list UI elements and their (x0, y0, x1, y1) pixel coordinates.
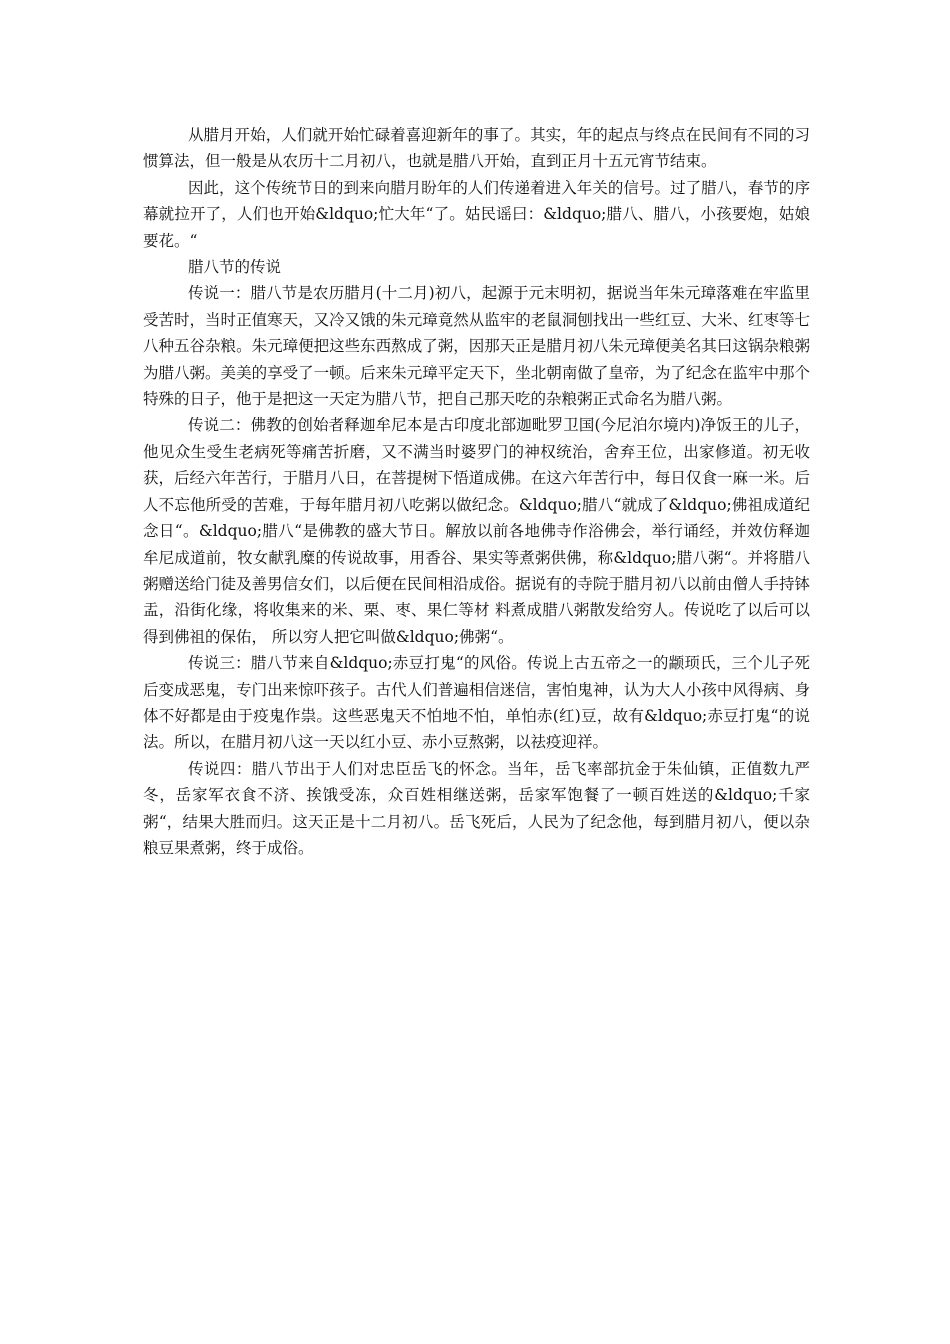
document-body (143, 122, 810, 861)
paragraph-legend-two: 传说二：佛教的创始者释迦牟尼本是古印度北部迦毗罗卫国(今尼泊尔境内)净饭王的儿子，他见众生受生老病死等痛苦折磨，又不满当时婆罗门的神权统治，舍弃王位，出家修道。初无收获，后经六年苦行，于腊月八日，在菩提树下悟道成佛。在这六年苦行中，每日仅食一麻一米。后人不忘他所受的苦难，于每年腊月初八吃粥以做纪念。&ldquo;腊八“就成了&ldquo;佛祖成道纪念日“。&ldquo;腊八“是佛教的盛大节日。解放以前各地佛寺作浴佛会，举行诵经，并效仿释迦牟尼成道前，牧女献乳糜的传说故事，用香谷、果实等煮粥供佛，称&ldquo;腊八粥“。并将腊八粥赠送给门徒及善男信女们，以后便在民间相沿成俗。据说有的寺院于腊月初八以前由僧人手持钵盂，沿街化缘，将收集来的米、栗、枣、果仁等材 料煮成腊八粥散发给穷人。传说吃了以后可以得到佛祖的保佑， 所以穷人把它叫做&ldquo;佛粥“。 (143, 416, 810, 646)
paragraph-signal: 因此，这个传统节日的到来向腊月盼年的人们传递着进入年关的信号。过了腊八，春节的序幕就拉开了，人们也开始&ldquo;忙大年“了。姑民谣曰：&ldquo;腊八、腊八，小孩要炮，姑娘要花。“ (143, 178, 810, 250)
paragraph-legend-three: 传说三：腊八节来自&ldquo;赤豆打鬼“的风俗。传说上古五帝之一的颛顼氏，三个儿子死后变成恶鬼，专门出来惊吓孩子。古代人们普遍相信迷信，害怕鬼神，认为大人小孩中风得病、身体不好都是由于疫鬼作祟。这些恶鬼天不怕地不怕，单怕赤(红)豆，故有&ldquo;赤豆打鬼“的说法。所以，在腊月初八这一天以红小豆、赤小豆熬粥，以祛疫迎祥。 (143, 654, 810, 752)
paragraph-legend-one: 传说一：腊八节是农历腊月(十二月)初八，起源于元末明初，据说当年朱元璋落难在牢监里受苦时，当时正值寒天，又冷又饿的朱元璋竟然从监牢的老鼠洞刨找出一些红豆、大米、红枣等七八种五谷杂粮。朱元璋便把这些东西熬成了粥，因那天正是腊月初八朱元璋便美名其曰这锅杂粮粥为腊八粥。美美的享受了一顿。后来朱元璋平定天下，坐北朝南做了皇帝，为了纪念在监牢中那个特殊的日子，他于是把这一天定为腊八节，把自己那天吃的杂粮粥正式命名为腊八粥。 (143, 284, 810, 409)
paragraph-intro: 从腊月开始，人们就开始忙碌着喜迎新年的事了。其实，年的起点与终点在民间有不同的习惯算法，但一般是从农历十二月初八，也就是腊八开始，直到正月十五元宵节结束。 (143, 126, 810, 171)
section-heading: 腊八节的传说 (187, 258, 281, 277)
paragraph-legend-four: 传说四：腊八节出于人们对忠臣岳飞的怀念。当年，岳飞率部抗金于朱仙镇，正值数九严冬，岳家军衣食不济、挨饿受冻，众百姓相继送粥，岳家军饱餐了一顿百姓送的&ldquo;千家粥“，结果大胜而归。这天正是十二月初八。岳飞死后，人民为了纪念他，每到腊月初八，便以杂粮豆果煮粥，终于成俗。 (143, 759, 810, 857)
